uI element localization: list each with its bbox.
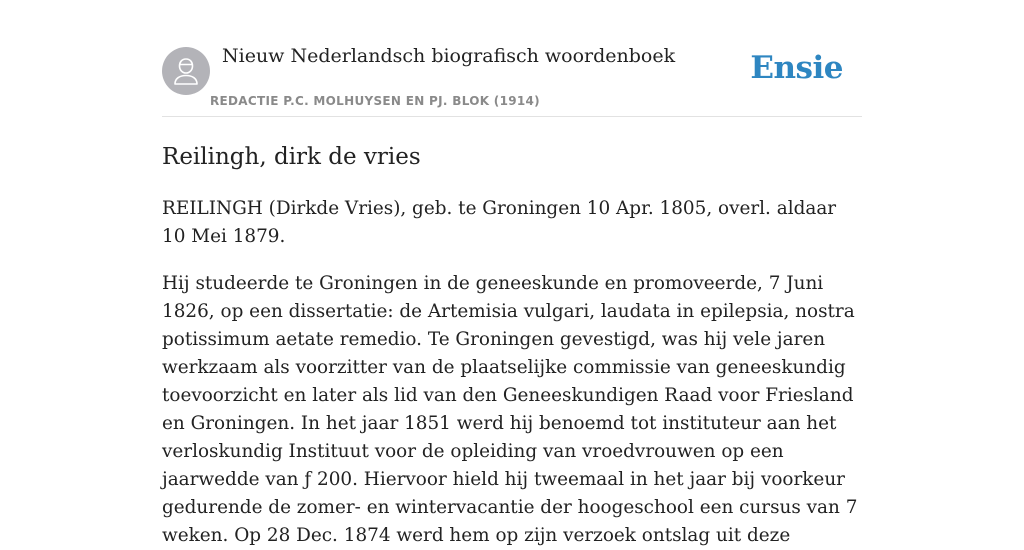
article-paragraph: Hij studeerde te Groningen in de geneeskunde en promoveerde, 7 Juni 1826, op een dissertatie: de Artemisia vulgari, laudata in epilepsia, nostra potissimum aetate remedio. Te Groningen gevestigd, was hij vele jaren werkzaam als voorzitter van de plaatselijke commissie van geneeskundig toevoorzicht en later als lid van den Geneeskundigen Raad voor Friesland en Groningen. In het jaar 1851 werd hij benoemd tot instituteur aan het verloskundig Instituut voor de opleiding van vroedvrouwen op een jaarwedde van ƒ 200. Hiervoor hield hij tweemaal in het jaar bij voorkeur gedurende de zomer- en wintervacantie der hoogeschool een cursus van 7 weken. Op 28 Dec. 1874 werd hem op zijn verzoek ontslag uit deze	[162, 273, 858, 546]
article-paragraph: REILINGH (Dirkde Vries), geb. te Groningen 10 Apr. 1805, overl. aldaar 10 Mei 1879.	[162, 198, 837, 247]
source-title[interactable]: Nieuw Nederlandsch biografisch woordenboek	[222, 45, 676, 67]
source-header	[162, 0, 862, 117]
person-icon	[172, 56, 200, 86]
page-container	[162, 0, 862, 550]
avatar[interactable]	[162, 47, 210, 95]
brand-logo[interactable]: Ensie	[750, 50, 843, 86]
source-subtitle: REDACTIE P.C. MOLHUYSEN EN PJ. BLOK (1914)	[210, 94, 540, 108]
entry-title: Reilingh, dirk de vries	[162, 144, 421, 170]
